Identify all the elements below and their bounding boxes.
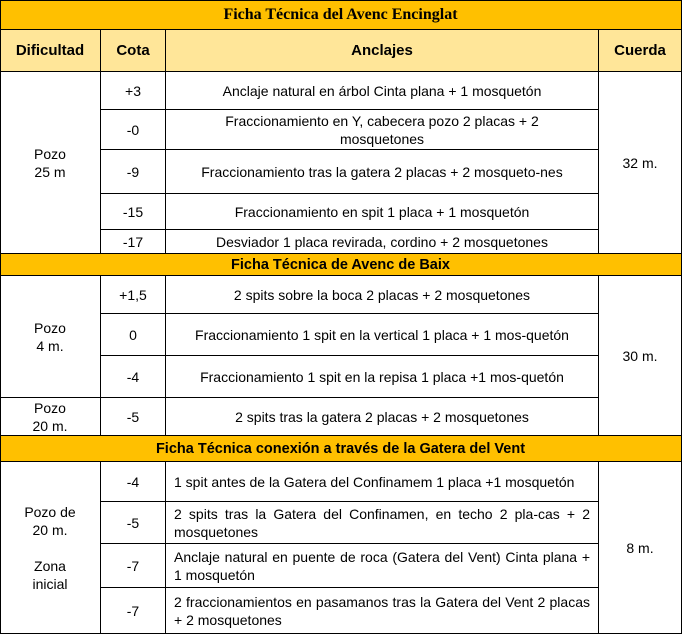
section3-row3-anclajes [166, 544, 599, 588]
section1-row2-cota: -0 [101, 110, 166, 150]
section1-dificultad: Pozo 25 m [0, 72, 101, 254]
section2-row3-anclajes: Fraccionamiento 1 spit en la repisa 1 placa +1 mos-quetón [166, 356, 599, 398]
section2-row4-anclajes: 2 spits tras la gatera 2 placas + 2 mosquetones [166, 398, 599, 436]
section3-title: Ficha Técnica conexión a través de la Gatera del Vent [0, 436, 682, 462]
section1-row3-cota: -9 [101, 150, 166, 194]
section3-row3-anclajes-text: Anclaje natural en puente de roca (Gatera del Vent) Cinta plana + 1 mosquetón [174, 548, 590, 583]
section2-row4-cota: -5 [101, 398, 166, 436]
section1-row5-cota: -17 [101, 230, 166, 254]
section3-row2-anclajes-text: 2 spits tras la Gatera del Confinamen, en techo 2 pla-cas + 2 mosquetones [174, 505, 590, 540]
section2-row2-cota: 0 [101, 314, 166, 356]
section2-title: Ficha Técnica de Avenc de Baix [0, 254, 682, 276]
section3-row1-cota: -4 [101, 462, 166, 502]
header-cuerda: Cuerda [599, 30, 682, 72]
header-dificultad: Dificultad [0, 30, 101, 72]
header-cota: Cota [101, 30, 166, 72]
section1-cuerda: 32 m. [599, 72, 682, 254]
section1-row4-anclajes: Fraccionamiento en spit 1 placa + 1 mosquetón [166, 194, 599, 230]
section2-row1-anclajes: 2 spits sobre la boca 2 placas + 2 mosquetones [166, 276, 599, 314]
section3-cuerda: 8 m. [599, 462, 682, 634]
header-anclajes: Anclajes [166, 30, 599, 72]
section1-row3-anclajes: Fraccionamiento tras la gatera 2 placas + 2 mosqueto-nes [166, 150, 599, 194]
section3-row3-cota: -7 [101, 544, 166, 588]
section3-row2-cota: -5 [101, 502, 166, 544]
section2-dificultad-b: Pozo 20 m. [0, 398, 101, 436]
section3-row1-anclajes-text: 1 spit antes de la Gatera del Confinamem 1 placa +1 mosquetón [174, 473, 575, 490]
section1-row1-anclajes: Anclaje natural en árbol Cinta plana + 1 mosquetón [166, 72, 599, 110]
section2-cuerda: 30 m. [599, 276, 682, 436]
section1-row1-cota: +3 [101, 72, 166, 110]
section2-row2-anclajes: Fraccionamiento 1 spit en la vertical 1 placa + 1 mos-quetón [166, 314, 599, 356]
section3-row2-anclajes [166, 502, 599, 544]
section3-dificultad: Pozo de 20 m. Zona inicial [0, 462, 101, 634]
section3-row4-anclajes-text: 2 fraccionamientos en pasamanos tras la Gatera del Vent 2 placas + 2 mosquetones [174, 593, 590, 628]
section3-row4-anclajes [166, 588, 599, 634]
section1-row2-anclajes: Fraccionamiento en Y, cabecera pozo 2 placas + 2 mosquetones [166, 110, 599, 150]
section2-row1-cota: +1,5 [101, 276, 166, 314]
section2-dificultad-a: Pozo 4 m. [0, 276, 101, 398]
section3-row4-cota: -7 [101, 588, 166, 634]
section3-row1-anclajes [166, 462, 599, 502]
section2-row3-cota: -4 [101, 356, 166, 398]
section1-row5-anclajes: Desviador 1 placa revirada, cordino + 2 mosquetones [166, 230, 599, 254]
section1-title: Ficha Técnica del Avenc Encinglat [0, 0, 682, 30]
section1-row4-cota: -15 [101, 194, 166, 230]
